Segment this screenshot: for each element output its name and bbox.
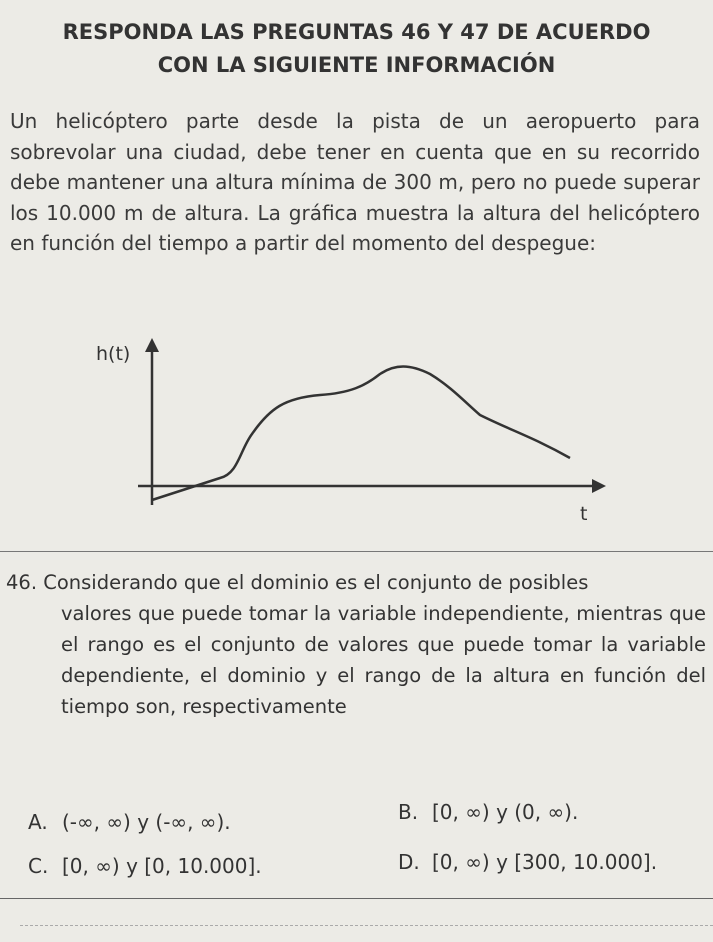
option-d-text: [0, ∞) y [300, 10.000]. <box>432 850 658 874</box>
option-a[interactable] <box>28 810 231 834</box>
y-axis-arrow <box>145 338 159 352</box>
option-b-key: B. <box>398 800 419 824</box>
question-text: valores que puede tomar la variable independiente, mientras que el rango es el conjunto de valores que puede tomar la variable dependiente, el dominio y el rango de la altura en función del tiempo son, respectivamente <box>61 602 706 718</box>
option-d[interactable] <box>398 850 657 874</box>
heading-line-1: RESPONDA LAS PREGUNTAS 46 Y 47 DE ACUERDO <box>62 20 651 44</box>
option-c[interactable] <box>28 854 262 878</box>
x-axis-arrow <box>592 479 606 493</box>
option-c-key: C. <box>28 854 49 878</box>
option-a-key: A. <box>28 810 48 834</box>
option-c-text: [0, ∞) y [0, 10.000]. <box>62 854 262 878</box>
divider-dashed <box>20 925 713 926</box>
question-46 <box>6 567 706 722</box>
option-d-key: D. <box>398 850 420 874</box>
height-time-graph <box>80 330 620 530</box>
section-heading <box>0 16 713 82</box>
divider-bottom <box>0 898 713 899</box>
y-axis-label: h(t) <box>96 343 131 365</box>
heading-line-2: CON LA SIGUIENTE INFORMACIÓN <box>157 53 556 77</box>
question-number: 46. <box>6 571 38 594</box>
height-curve <box>152 367 570 501</box>
option-a-text: (-∞, ∞) y (-∞, ∞). <box>62 810 231 834</box>
question-first-line: Considerando que el dominio es el conjunto de posibles <box>43 571 589 594</box>
divider-top <box>0 551 713 552</box>
intro-paragraph: Un helicóptero parte desde la pista de un aeropuerto para sobrevolar una ciudad, debe tener en cuenta que en su recorrido debe mantener una altura mínima de 300 m, pero no puede superar los 10.000 m de altura. La gráfica muestra la altura del helicóptero en función del tiempo a partir del momento del despegue: <box>10 109 700 255</box>
option-b[interactable] <box>398 800 578 824</box>
option-b-text: [0, ∞) y (0, ∞). <box>432 800 579 824</box>
x-axis-label: t <box>580 503 588 525</box>
